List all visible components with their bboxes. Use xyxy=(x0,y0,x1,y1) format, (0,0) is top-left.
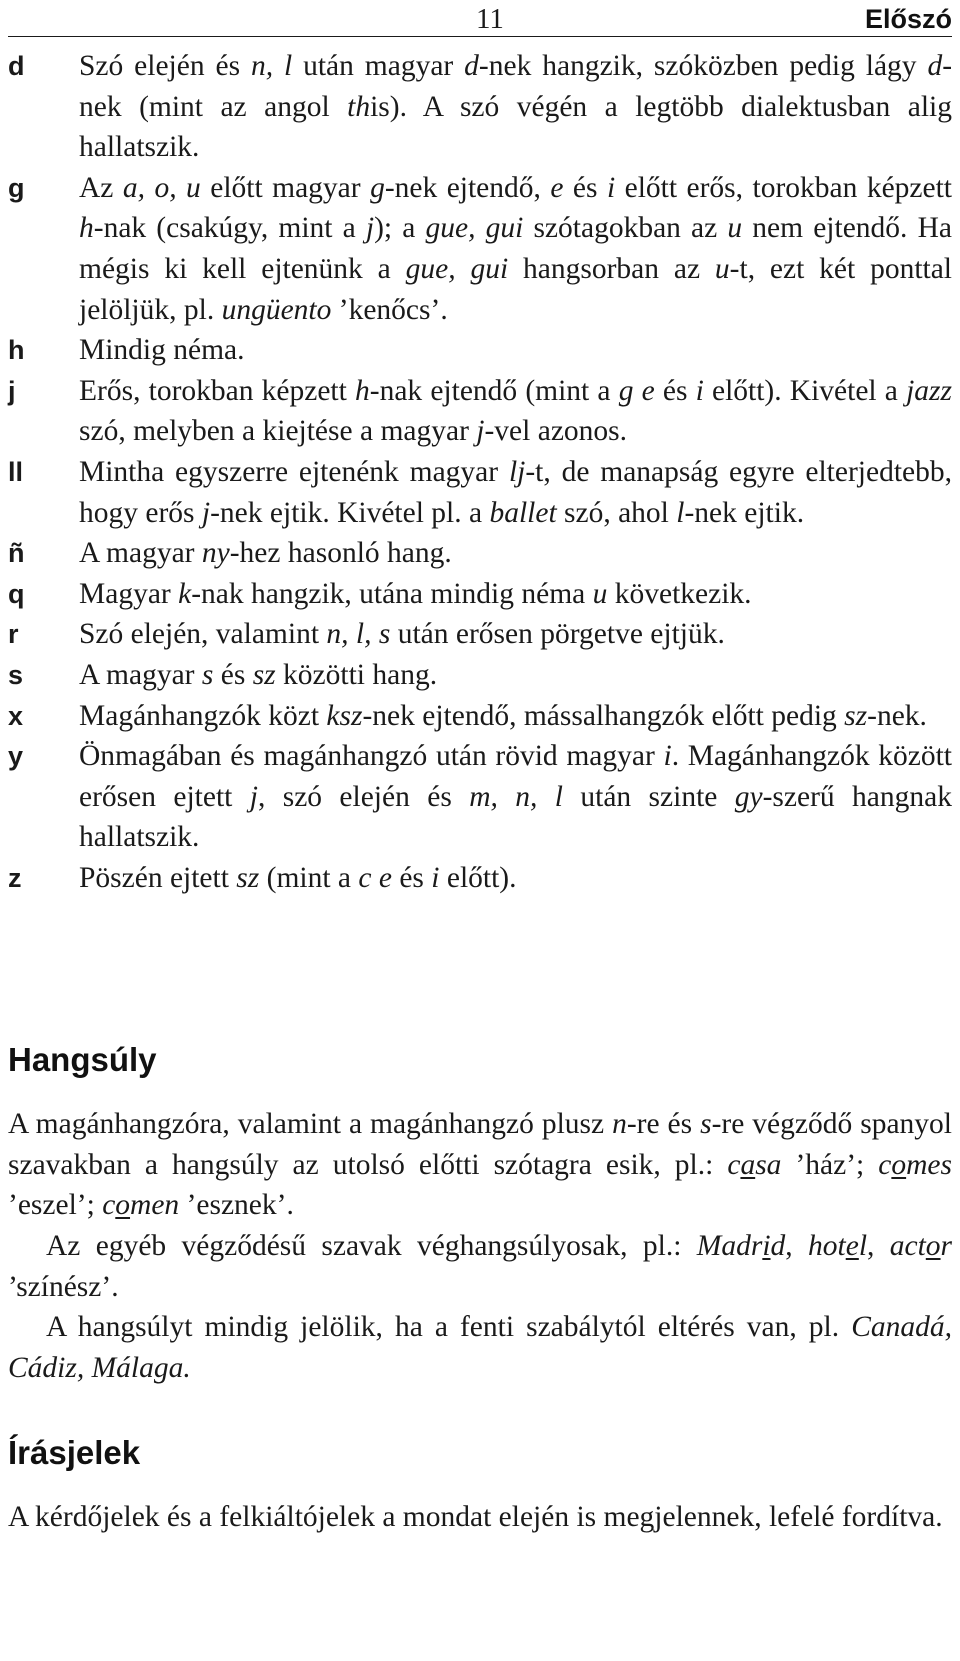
entry-description: Szó elején és n, l után magyar d-nek hangzik, szóközben pedig lágy d-nek (mint az angol this). A szó végén a legtöbb dialektusban alig hallatszik. xyxy=(79,50,953,164)
running-title: Előszó xyxy=(864,4,952,34)
entry-description: Mindig néma. xyxy=(79,334,245,367)
list-item xyxy=(8,858,952,899)
entry-letter: s xyxy=(8,659,24,690)
stress-paragraph-2: Az egyéb végződésű szavak véghangsúlyosak, pl.: Madrid, hotel, actor ’színész’. xyxy=(8,1230,953,1303)
list-item xyxy=(8,46,952,168)
entry-letter: j xyxy=(8,375,16,406)
entry-letter: y xyxy=(8,741,24,772)
list-item xyxy=(8,330,952,371)
stress-paragraph-3: A hangsúlyt mindig jelölik, ha a fenti szabálytól eltérés van, pl. Canadá, Cádiz, Málaga. xyxy=(8,1311,952,1384)
list-item xyxy=(8,696,952,737)
list-item xyxy=(8,371,952,452)
entry-letter: ll xyxy=(8,456,24,487)
entry-description: Önmagában és magánhangzó után rövid magyar i. Magánhangzók között erősen ejtett j, szó elején és m, n, l után szinte gy-szerű hangnak hallatszik. xyxy=(79,740,952,854)
page-number: 11 xyxy=(476,3,504,35)
entry-description: Magyar k-nak hangzik, utána mindig néma u következik. xyxy=(79,577,752,610)
list-item xyxy=(8,533,952,574)
entry-letter: r xyxy=(8,619,19,650)
entry-description: Az a, o, u előtt magyar g-nek ejtendő, e és i előtt erős, torokban képzett h-nak (csakúgy, mint a j); a gue, gui szótagokban az u nem ejtendő. Ha mégis ki kell ejtenünk a gue, gui hangsorban az u-t, ezt két ponttal jelöljük, pl. ungüento ’kenőcs’. xyxy=(79,171,952,326)
entry-letter: g xyxy=(8,172,25,203)
entry-letter: d xyxy=(8,51,25,81)
entry-description: Pöszén ejtett sz (mint a c e és i előtt). xyxy=(79,861,517,894)
entry-description: Mintha egyszerre ejtenénk magyar lj-t, de manapság egyre elterjedtebb, hogy erős j-nek ejtik. Kivétel pl. a ballet szó, ahol l-nek ejtik. xyxy=(79,455,952,529)
entry-letter: x xyxy=(8,700,24,731)
entry-letter: h xyxy=(8,335,25,366)
entry-letter: ñ xyxy=(8,538,25,569)
list-item xyxy=(8,574,952,615)
entry-description: Erős, torokban képzett h-nak ejtendő (mint a g e és i előtt). Kivétel a jazz szó, melyben a kiejtése a magyar j-vel azonos. xyxy=(79,374,952,448)
list-item xyxy=(8,736,952,858)
list-item xyxy=(8,614,952,655)
entry-description: Szó elején, valamint n, l, s után erősen pörgetve ejtjük. xyxy=(79,618,725,651)
entry-letter: q xyxy=(8,578,25,609)
entry-description: A magyar ny-hez hasonló hang. xyxy=(79,537,452,570)
list-item xyxy=(8,168,952,330)
page-header xyxy=(8,2,952,37)
list-item xyxy=(8,452,952,533)
entry-description: Magánhangzók közt ksz-nek ejtendő, mássalhangzók előtt pedig sz-nek. xyxy=(79,699,927,732)
entry-letter: z xyxy=(8,862,22,893)
punctuation-paragraph-1: A kérdőjelek és a felkiáltójelek a mondat elején is megjelennek, lefelé fordítva. xyxy=(8,1501,943,1533)
section-heading-stress: Hangsúly xyxy=(8,1041,157,1078)
stress-paragraph-1: A magánhangzóra, valamint a magánhangzó plusz n-re és s-re végződő spanyol szavakban a hangsúly az utolsó előtti szótagra esik, pl.: casa ’ház’; comes ’eszel’; comen ’esznek’. xyxy=(8,1108,952,1222)
entry-description: A magyar s és sz közötti hang. xyxy=(79,658,438,691)
section-heading-punctuation: Írásjelek xyxy=(8,1434,141,1471)
list-item xyxy=(8,655,952,696)
pronunciation-list xyxy=(8,46,952,898)
